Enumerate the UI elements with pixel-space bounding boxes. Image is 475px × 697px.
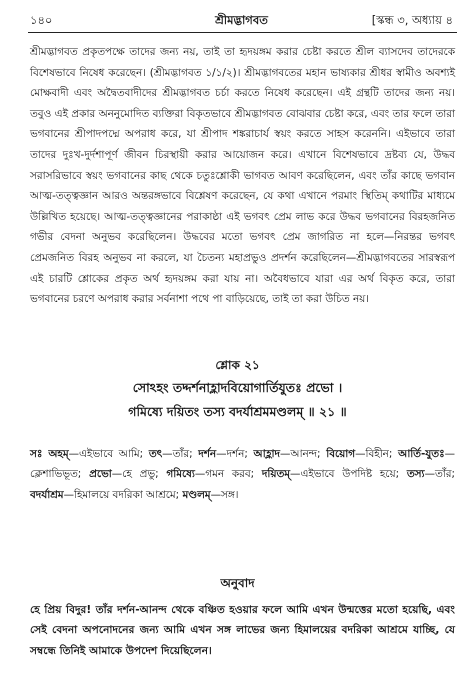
book-title: শ্রীমদ্ভাগবত [215,13,268,27]
purport-paragraph: শ্রীমদ্ভাগবত প্রকৃতপক্ষে তাদের জন্য নয়, তাই তা হৃদয়ঙ্গম করার চেষ্টা করতে শ্রীল ব্যাসদেব তাদেরকে বিশেষভাবে নিষেধ করেছেন। (শ্রীমদ্ভাগবত ১/১/২)। শ্রীমদ্ভাগবতের মহান ভাষ্যকার শ্রীধর স্বামীও অবশ্যই মোক্ষবাদী এবং অদ্বৈতবাদীদের শ্রীমদ্ভাগবত চর্চা করতে নিষেধ করেছেন। এই গ্রন্থটি তাদের জন্য নয়। তবুও এই প্রকার অননুমোদিত ব্যক্তিরা বিকৃতভাবে শ্রীমদ্ভাগবত বোঝবার চেষ্টা করে, এবং তার ফলে তারা ভগবানের শ্রীপাদপদ্মে অপরাধ করে, যা শ্রীপাদ শঙ্করাচার্য স্বয়ং করতে সাহস করেননি। এইভাবে তারা তাদের দুঃখ-দুর্দশাপূর্ণ জীবন চিরস্থায়ী করার আয়োজন করে। এখানে বিশেষভাবে দ্রষ্টব্য যে, উদ্ধব সরাসরিভাবে স্বয়ং ভগবানের কাছ থেকে চতুঃশ্লোকী ভাগবত আবণ করেছিলেন, এবং তাঁর কাছে ভগবান আত্ম-তত্ত্বজ্ঞান আরও অন্তরঙ্গভাবে বিশ্লেষণ করেছেন, যে কথা এখানে পরমাং স্থিতিম্ কথাটির মাধ্যমে উল্লিখিত হয়েছে। আত্ম-তত্ত্বজ্ঞানের পরাকাষ্ঠা এই ভগবৎ প্রেম লাভ করে উদ্ধব ভগবানের বিরহজনিত গভীর বেদনা অনুভব করেছিলেন। উদ্ধবের মতো ভগবৎ প্রেম জাগরিত না হলে—নিরন্তর ভগবৎ প্রেমজনিত বিরহ অনুভব না করলে, যা চৈতন্য মহাপ্রভুও প্রদর্শন করেছিলেন—শ্রীমদ্ভাগবতের সারস্বরূপ এই চারটি শ্লোকের প্রকৃত অর্থ হৃদয়ঙ্গম করা যায় না। অবৈধভাবে যারা এর অর্থ বিকৃত করে, তারা ভগবানের চরণে অপরাধ করার সর্বনাশা পথে পা বাড়িয়েছে, তাই তা করা উচিত নয়। [30,46,455,306]
synonyms-section [30,444,455,505]
chapter-location: [স্কন্ধ ৩, অধ্যায় ৪ [371,13,453,27]
synonym-meaning: সঙ্গ [220,488,235,501]
page-number: ১৪০ [30,13,53,27]
translation-text: হে প্রিয় বিদুর! তাঁর দর্শন-আনন্দ থেকে বঞ্চিত হওয়ার ফলে আমি এখন উন্মত্তের মতো হয়েছি, এবং সেই বেদনা অপনোদনের জন্য আমি এখন সঙ্গ লাভের জন্য হিমালয়ের বদরিকা আশ্রমে যাচ্ছি, যে সম্বন্ধে তিনিই আমাকে উপদেশ দিয়েছিলেন। [30,604,455,657]
synonym-word: আহ্লাদ [253,448,280,460]
synonym-item: সঃ অহম্—এইভাবে আমি; [30,448,149,460]
sanskrit-verse [20,376,455,424]
synonym-meaning: হে প্রভু [122,468,156,481]
synonym-word: সঃ অহম্ [30,448,69,460]
synonym-word: বিয়োগ [326,448,356,460]
synonym-item: মণ্ডলম্—সঙ্গ। [182,488,239,501]
synonym-item: তস্য—তাঁর; [406,468,456,481]
synonym-item: দয়িতম্—এইভাবে উপদিষ্ট হয়ে; [261,468,407,481]
synonym-word: মণ্ডলম্ [182,488,211,501]
synonym-meaning: হিমালয়ে বদরিকা আশ্রমে [73,488,176,501]
synonym-item: তৎ—তাঁর; [148,448,199,460]
purport-section [30,42,455,310]
verse-line-2: গমিষ্যে দয়িতং তস্য বদর্যাশ্রমমণ্ডলম্ ॥ ২১ ॥ [128,404,347,419]
synonym-meaning: এইভাবে আমি [79,448,140,460]
synonym-meaning: ক্লেশাভিভূত [30,468,78,481]
verse-heading: শ্লোক ২১ [215,358,260,372]
synonym-meaning: বিহীন [365,448,389,460]
synonym-meaning: এইভাবে উপদিষ্ট হয়ে [300,468,396,481]
synonym-word: বদর্যাশ্রম [30,488,64,501]
synonym-word: দর্শন [198,448,217,460]
synonym-item: গমিষ্যে—গমন করব; [166,468,262,481]
translation-heading: অনুবাদ [220,576,255,590]
synonym-word: প্রভো [89,468,112,481]
synonym-word: দয়িতম্ [261,468,291,481]
page-header [30,12,453,32]
synonym-meaning: দর্শন [226,448,245,460]
synonym-word: আর্তি-যুতঃ [398,448,445,460]
verse-line-1: সোঽহং তদ্দর্শনাহ্লাদবিয়োগার্তিযুতঃ প্রভো । [132,380,343,395]
synonym-word: তৎ [148,448,163,460]
synonym-item: আর্তি-যুতঃ—ক্লেশাভিভূত; [30,448,456,481]
synonym-item: দর্শন—দর্শন; [198,448,254,460]
synonym-word: গমিষ্যে [166,468,195,481]
synonym-word: তস্য [406,468,425,481]
header-rule [28,32,457,33]
synonym-meaning: আনন্দ [290,448,318,460]
synonym-meaning: গমন করব [205,468,251,481]
synonym-item: বদর্যাশ্রম—হিমালয়ে বদরিকা আশ্রমে; [30,488,183,501]
synonym-item: বিয়োগ—বিহীন; [326,448,399,460]
synonym-meaning: তাঁর [172,448,190,460]
synonym-item: প্রভো—হে প্রভু; [89,468,167,481]
synonym-item: আহ্লাদ—আনন্দ; [253,448,327,460]
synonym-meaning: তাঁর [434,468,452,481]
